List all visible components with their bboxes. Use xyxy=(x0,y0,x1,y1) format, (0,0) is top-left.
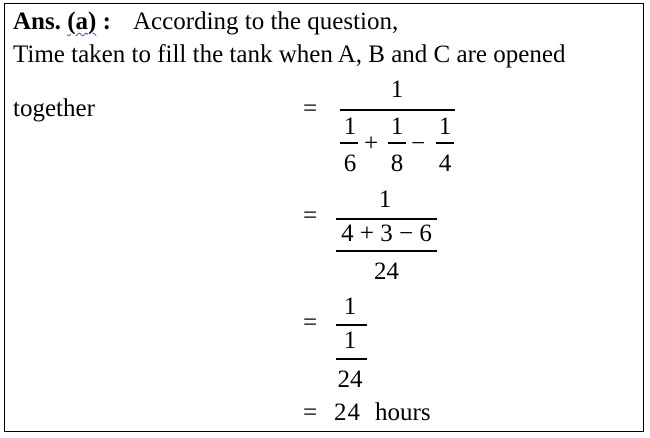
step1-f3-numerator: 1 xyxy=(438,113,452,140)
step3-numerator: 1 xyxy=(343,293,357,320)
equals-sign-1: = xyxy=(303,95,318,122)
step2-inner-bar xyxy=(336,250,437,252)
step1-minus-sign: − xyxy=(411,130,426,157)
intro-line-1: According to the question, xyxy=(133,8,399,35)
step1-f3-bar xyxy=(436,142,454,144)
equals-sign-3: = xyxy=(303,309,318,336)
step1-f1-denominator: 6 xyxy=(343,150,357,177)
step3-inner-denominator: 24 xyxy=(337,366,363,393)
step3-main-fraction-bar xyxy=(336,324,367,326)
step3-inner-numerator: 1 xyxy=(343,327,357,354)
step1-f1-bar xyxy=(340,142,358,144)
step2-inner-denominator: 24 xyxy=(374,258,399,285)
step1-f2-numerator: 1 xyxy=(390,113,404,140)
step1-main-fraction-bar xyxy=(340,109,455,111)
step1-numerator: 1 xyxy=(390,76,404,103)
intro-line-2: Time taken to fill the tank when A, B and C are opened xyxy=(13,41,566,68)
step1-f3-denominator: 4 xyxy=(438,150,452,177)
step3-inner-bar xyxy=(336,358,367,360)
result-unit: hours xyxy=(375,399,431,426)
equals-sign-4: = xyxy=(303,399,318,426)
step2-numerator: 1 xyxy=(378,186,392,213)
result-value: 24 xyxy=(334,399,361,426)
equals-sign-2: = xyxy=(303,202,318,229)
step1-f2-denominator: 8 xyxy=(390,150,404,177)
step1-plus-sign: + xyxy=(364,130,379,157)
step1-f2-bar xyxy=(388,142,406,144)
step2-inner-numerator: 4 + 3 − 6 xyxy=(341,220,432,247)
intro-line-3: together xyxy=(13,95,95,122)
step1-f1-numerator: 1 xyxy=(343,113,357,140)
answer-label: Ans. (a) : xyxy=(13,8,111,35)
